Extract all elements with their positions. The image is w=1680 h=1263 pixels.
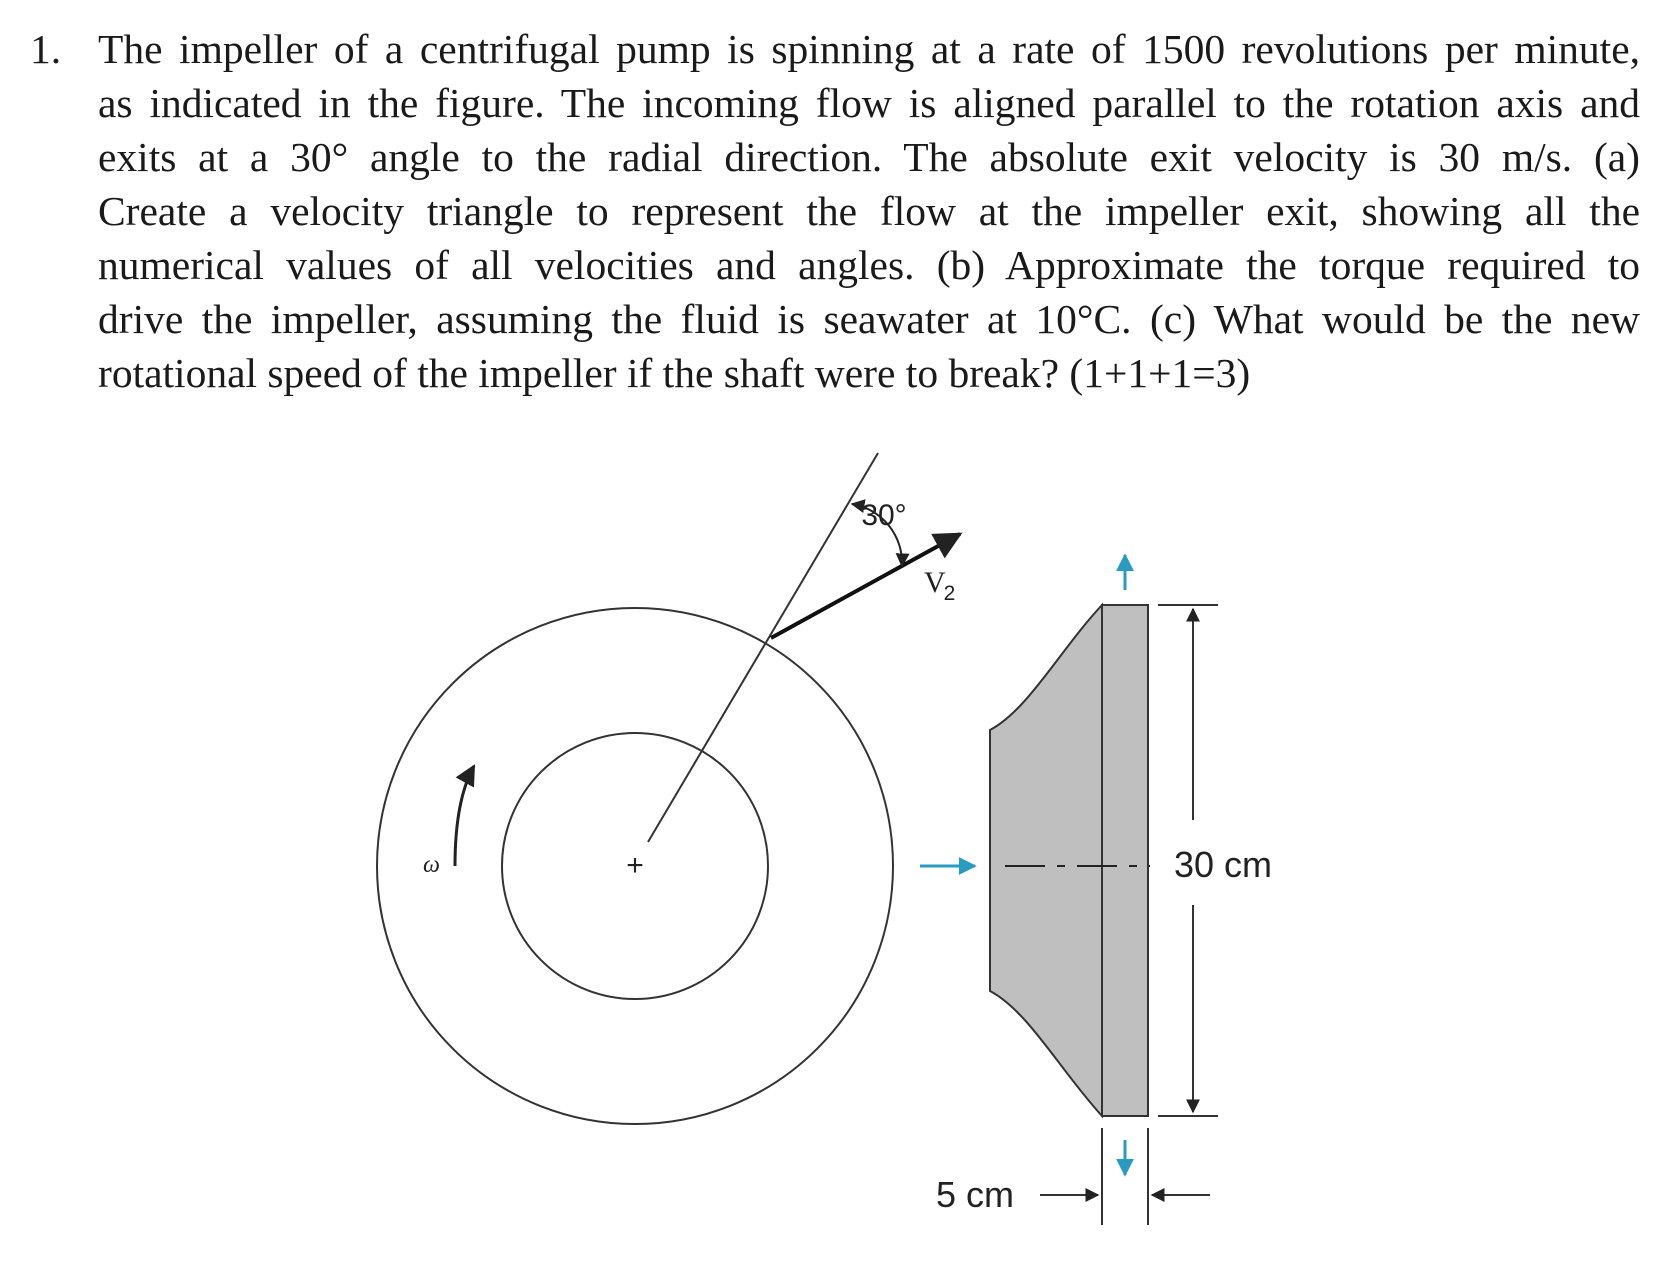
omega-label: ω xyxy=(423,852,440,878)
width-label: 5 cm xyxy=(935,1174,1014,1215)
problem-line: exits at a 30° angle to the radial direction. The absolute exit velocity is 30 m/s. (a) xyxy=(98,134,1640,180)
problem-line: drive the impeller, assuming the fluid is seawater at 10°C. (c) What would be the new xyxy=(98,296,1640,342)
impeller-disk xyxy=(1102,605,1148,1116)
angle-label: 30° xyxy=(861,499,907,532)
problem-line: rotational speed of the impeller if the shaft were to break? (1+1+1=3) xyxy=(98,350,1251,396)
problem-number: 1. xyxy=(30,26,62,72)
rotation-arrow xyxy=(455,766,474,866)
impeller-side-view xyxy=(920,555,1272,1225)
radial-line xyxy=(648,453,878,842)
velocity-symbol: V xyxy=(924,566,946,599)
center-mark: + xyxy=(626,849,644,882)
diameter-label: 30 cm xyxy=(1174,844,1273,885)
problem-line: The impeller of a centrifugal pump is spinning at a rate of 1500 revolutions per minute, xyxy=(98,26,1640,72)
hub-profile xyxy=(990,605,1102,1116)
velocity-subscript: 2 xyxy=(943,582,956,605)
impeller-front-view xyxy=(377,453,960,1124)
problem-line: Create a velocity triangle to represent the flow at the impeller exit, showing all the xyxy=(98,188,1640,234)
problem-line: numerical values of all velocities and angles. (b) Approximate the torque required to xyxy=(98,242,1640,288)
velocity-label xyxy=(924,566,955,605)
problem-line: as indicated in the figure. The incoming flow is aligned parallel to the rotation axis and xyxy=(98,80,1640,126)
